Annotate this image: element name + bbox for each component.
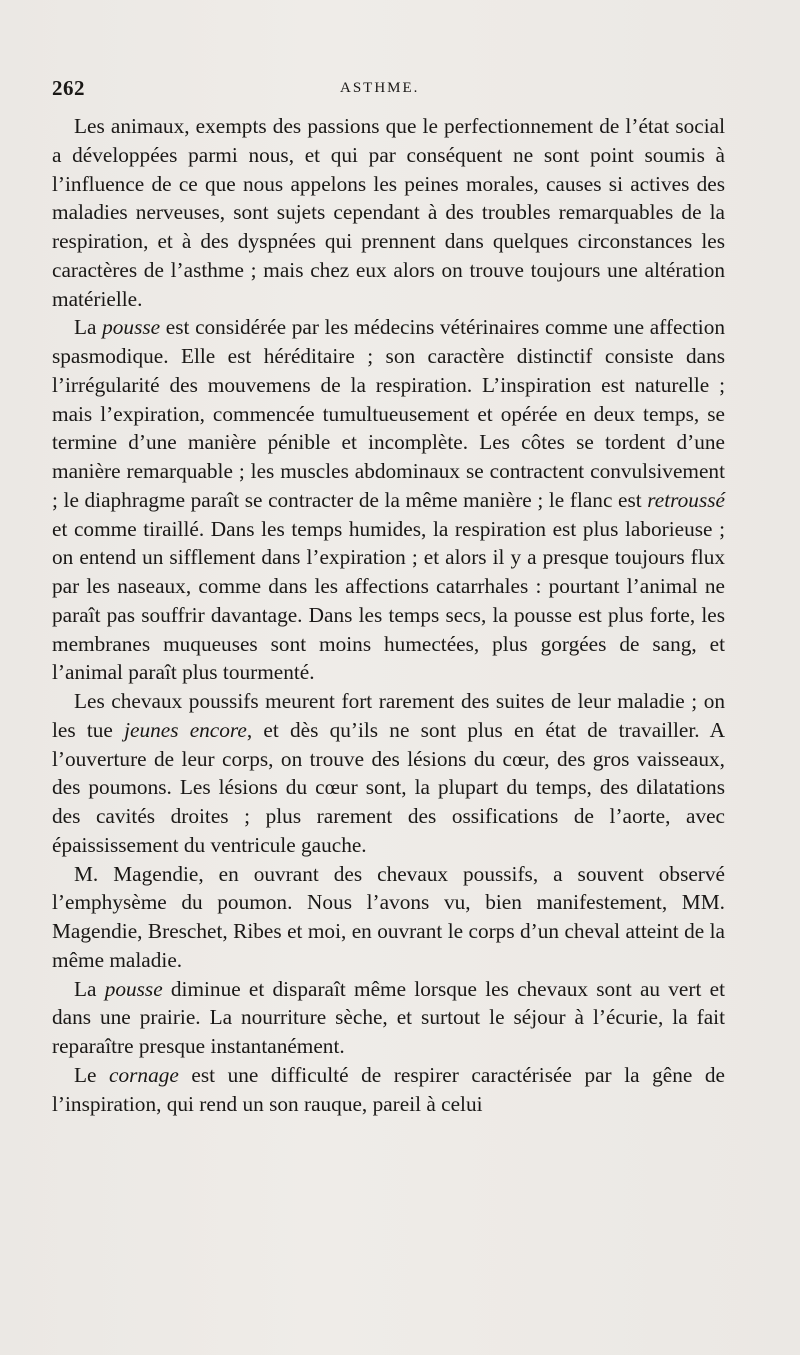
paragraph-4	[52, 860, 725, 975]
text-segment: et comme tiraillé. Dans les temps humides, la respiration est plus laborieuse ; on entend un sifflement dans l’expiration ; et alors il y a presque toujours flux par les naseaux, comme dans les affections catarrhales : pourtant l’animal ne paraît pas souffrir davantage. Dans les temps secs, la pousse est plus forte, les membranes muqueuses sont moins humectées, plus gorgées de sang, et l’animal paraît plus tourmenté.	[52, 516, 725, 685]
page-number: 262	[52, 76, 85, 100]
paragraph-6	[52, 1061, 725, 1119]
text-segment: Le	[74, 1062, 110, 1087]
text-segment: Les animaux, exempts des passions que le perfectionnement de l’état social a développées parmi nous, et qui par conséquent ne sont point soumis à l’influence de ce que nous appelons les peines morales, causes si actives des maladies nerveuses, sont sujets cependant à des troubles remarquables de la respiration, et à des dyspnées qui prennent dans quelques circonstances les caractères de l’asthme ; mais chez eux alors on trouve toujours une altération matérielle.	[52, 114, 725, 311]
italic-term: retroussé	[647, 487, 725, 512]
italic-term: pousse	[104, 976, 163, 1001]
paragraph-3	[52, 687, 725, 860]
italic-term: jeunes encore	[124, 717, 247, 742]
text-segment: , et dès qu’ils ne sont plus en état de travailler. A l’ouverture de leur corps, on trouve des lésions du cœur, des gros vaisseaux, des poumons. Les lésions du cœur sont, la plupart du temps, des dilatations des cavités droites ; plus rarement des ossifications de l’aorte, avec épaississement du ventricule gauche.	[52, 717, 726, 857]
text-segment: M. Magendie, en ouvrant des chevaux poussifs, a souvent observé l’emphysème du poumon. Nous l’avons vu, bien manifestement, MM. Magendie, Breschet, Ribes et moi, en ouvrant le corps d’un cheval atteint de la même maladie.	[52, 861, 725, 972]
page-header	[52, 76, 742, 104]
running-head: ASTHME.	[340, 80, 420, 96]
text-segment: est considérée par les médecins vétérinaires comme une affection spasmodique. Elle est héréditaire ; son caractère distinctif consiste dans l’irrégularité des mouvemens de la respiration. L’inspiration est naturelle ; mais l’expiration, commencée tumultueusement et opérée en deux temps, se termine d’une manière pénible et incomplète. Les côtes se tordent d’une manière remarquable ; les muscles abdominaux se contractent convulsivement ; le diaphragme paraît se contracter de la même manière ; le flanc est	[52, 315, 725, 512]
text-segment: La	[74, 976, 105, 1001]
text-segment: est une difficulté de respirer caractérisée par la gêne de l’inspiration, qui rend un son rauque, pareil à celui	[52, 1062, 725, 1116]
paragraph-5	[52, 975, 725, 1061]
paragraph-1	[52, 112, 725, 313]
text-segment: Les chevaux poussifs meurent fort rarement des suites de leur maladie ; on les tue	[52, 689, 725, 742]
body-text	[52, 112, 725, 1118]
italic-term: pousse	[102, 315, 161, 340]
italic-term: cornage	[109, 1062, 179, 1087]
paragraph-2	[52, 313, 725, 687]
text-segment: La	[74, 315, 103, 340]
text-segment: diminue et disparaît même lorsque les chevaux sont au vert et dans une prairie. La nourriture sèche, et surtout le séjour à l’écurie, la fait reparaître presque instantanément.	[52, 976, 725, 1058]
